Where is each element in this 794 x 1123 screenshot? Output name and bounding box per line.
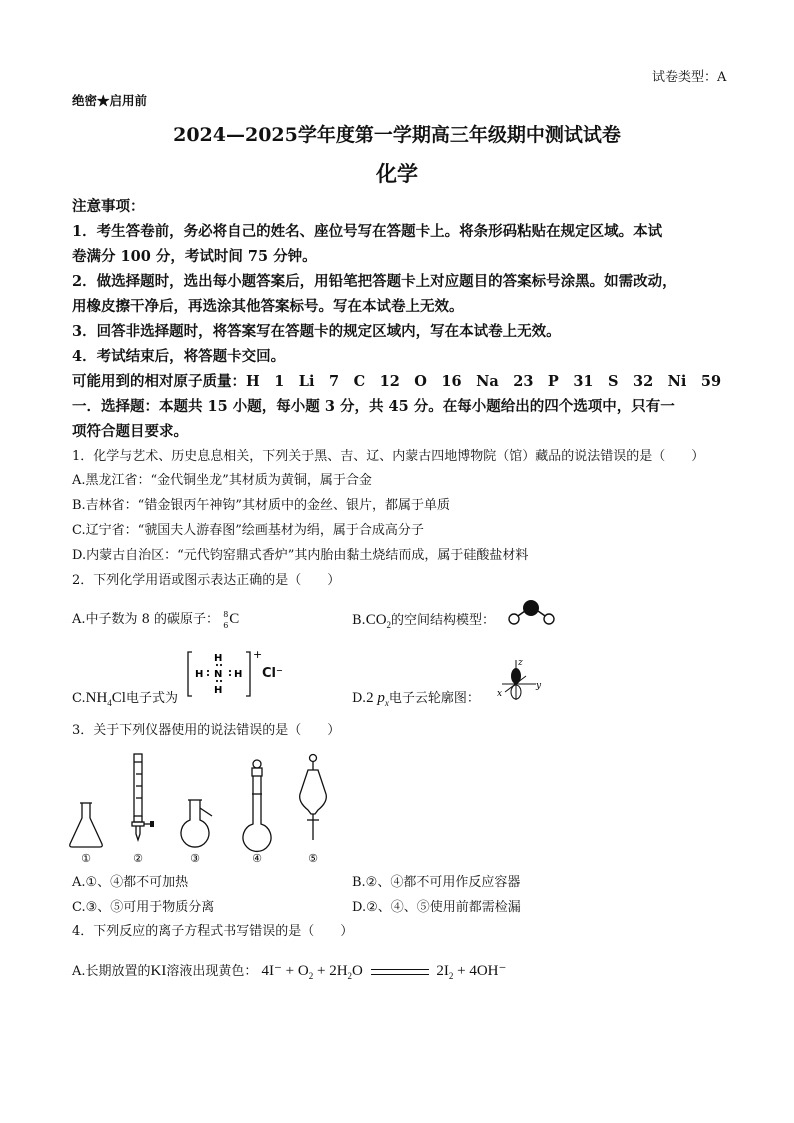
q2-option-c	[72, 689, 178, 712]
nh-text: NH	[85, 690, 108, 706]
q2-stem: 2．下列化学用语或图示表达正确的是（ ）	[72, 573, 341, 588]
paper-type: 试卷类型：A	[652, 70, 727, 85]
note-1-line-1: 1．考生答卷前，务必将自己的姓名、座位号写在答题卡上。将条形码粘贴在规定区域。本试	[72, 223, 663, 240]
svg-text:H: H	[234, 669, 243, 680]
q1-option-b: B.吉林省：“错金银丙午神钩”其材质中的金丝、银片，都属于单质	[72, 498, 450, 513]
q2-a-text: A.中子数为 8 的碳原子：	[72, 612, 220, 627]
q2-d-text: 电子云轮廓图：	[388, 691, 480, 706]
orbital-sub-x: x	[384, 698, 389, 708]
q4-a-text: A.长期放置的	[72, 964, 151, 979]
equals-sign	[371, 969, 429, 975]
eq-right-2: + 4OH⁻	[453, 963, 507, 979]
erlenmeyer-flask	[70, 803, 103, 847]
page-title: 2024—2025学年度第一学期高三年级期中测试试卷	[173, 124, 621, 146]
q2-option-a	[72, 611, 241, 629]
orbital-2px	[366, 690, 389, 706]
axis-x-label: x	[497, 689, 503, 699]
label-2: ②	[133, 852, 143, 865]
svg-text:N: N	[214, 669, 223, 680]
cl-text: Cl	[111, 690, 126, 706]
eq-right-1: 2I	[436, 963, 449, 979]
p-orbital-diagram	[496, 656, 546, 704]
eq-left-2: + 2H	[313, 963, 348, 979]
eq-o2-sub: 2	[308, 971, 314, 981]
label-3: ③	[190, 852, 200, 865]
ionic-equation	[262, 963, 507, 979]
q3-option-d: D.②、④、⑤使用前都需检漏	[352, 900, 521, 915]
co2-formula	[366, 612, 391, 628]
axis-z-label: z	[518, 658, 523, 668]
distillation-flask	[181, 800, 212, 847]
q2-option-d	[352, 689, 480, 712]
carbon-isotope	[223, 611, 241, 629]
subject-title: 化学	[376, 161, 418, 186]
q2-option-b	[352, 611, 495, 634]
q2-b-text: 的空间结构模型：	[391, 613, 496, 628]
volumetric-flask	[243, 760, 271, 851]
orbital-p: p	[377, 690, 385, 706]
eq-h2-sub: 2	[347, 971, 353, 981]
co2-model-diagram	[505, 598, 557, 626]
atomic-number: 6	[223, 621, 229, 630]
q1-option-c: C.辽宁省：“虢国夫人游春图”绘画基材为绢，属于合成高分子	[72, 523, 424, 538]
q1-option-a: A.黑龙江省：“金代铜坐龙”其材质为黄铜，属于合金	[72, 473, 372, 488]
q3-option-a: A.①、④都不可加热	[72, 875, 189, 890]
ion-charge: +	[253, 648, 263, 661]
note-4: 4．考试结束后，将答题卡交回。	[72, 348, 286, 365]
q2-b-prefix: B.	[352, 613, 366, 628]
carbon-symbol: C	[229, 611, 240, 627]
co2-subscript: 2	[386, 620, 392, 630]
note-3: 3．回答非选择题时，将答案写在答题卡的规定区域内，写在本试卷上无效。	[72, 323, 561, 340]
label-5: ⑤	[308, 852, 318, 865]
svg-text:H: H	[214, 653, 223, 664]
co-text: CO	[365, 612, 387, 628]
q2-c-text: 电子式为	[125, 691, 178, 706]
eq-left-3: O	[352, 963, 363, 979]
eq-left-1: 4I⁻ + O	[261, 963, 309, 979]
note-1-line-2: 卷满分 100 分，考试时间 75 分钟。	[72, 248, 317, 265]
orbital-n: 2	[366, 690, 374, 706]
nh4-subscript: 4	[107, 698, 112, 708]
q4-a-mid: 溶液出现黄色：	[166, 964, 258, 979]
svg-text:H: H	[214, 685, 223, 696]
burette	[132, 754, 154, 840]
label-1: ①	[81, 852, 91, 865]
q3-option-c: C.③、⑤可用于物质分离	[72, 900, 215, 915]
note-2-line-1: 2．做选择题时，选出每小题答案后，用铅笔把答题卡上对应题目的答案标号涂黑。如需改动，	[72, 273, 677, 290]
q3-option-b: B.②、④都不可用作反应容器	[352, 875, 521, 890]
q4-stem: 4．下列反应的离子方程式书写错误的是（ ）	[72, 924, 354, 939]
section-1-line-1: 一．选择题：本题共 15 小题，每小题 3 分，共 45 分。在每小题给出的四个选项中，只有一	[72, 398, 675, 415]
note-2-line-2: 用橡皮擦干净后，再选涂其他答案标号。写在本试卷上无效。	[72, 298, 464, 315]
svg-text:H: H	[195, 669, 204, 680]
mass-number: 8	[223, 610, 229, 619]
q3-stem: 3．关于下列仪器使用的说法错误的是（ ）	[72, 723, 341, 738]
separatory-funnel	[300, 755, 327, 841]
q2-d-prefix: D.	[352, 691, 367, 706]
q2-c-prefix: C.	[72, 691, 86, 706]
notes-heading: 注意事项：	[72, 198, 145, 215]
atomic-mass-line: 可能用到的相对原子质量：H 1 Li 7 C 12 O 16 Na 23 P 31 S 32 Ni 59	[72, 373, 722, 390]
q4-option-a	[72, 962, 506, 985]
lab-apparatus-figure	[62, 748, 342, 866]
axis-y-label: y	[536, 681, 542, 691]
section-1-line-2: 项符合题目要求。	[72, 423, 188, 440]
chloride-ion: Cl⁻	[262, 666, 283, 681]
q1-stem: 1．化学与艺术、历史息息相关，下列关于黑、吉、辽、内蒙古四地博物院（馆）藏品的说法错误的是（ ）	[72, 449, 705, 464]
label-4: ④	[252, 852, 262, 865]
nh4cl-formula	[86, 690, 126, 706]
ki-formula: KI	[150, 963, 167, 979]
confidential-mark: 绝密★启用前	[72, 93, 148, 108]
q1-option-d: D.内蒙古自治区：“元代钧窑鼎式香炉”其内胎由黏土烧结而成，属于硅酸盐材料	[72, 548, 529, 563]
eq-i2-sub: 2	[448, 971, 454, 981]
